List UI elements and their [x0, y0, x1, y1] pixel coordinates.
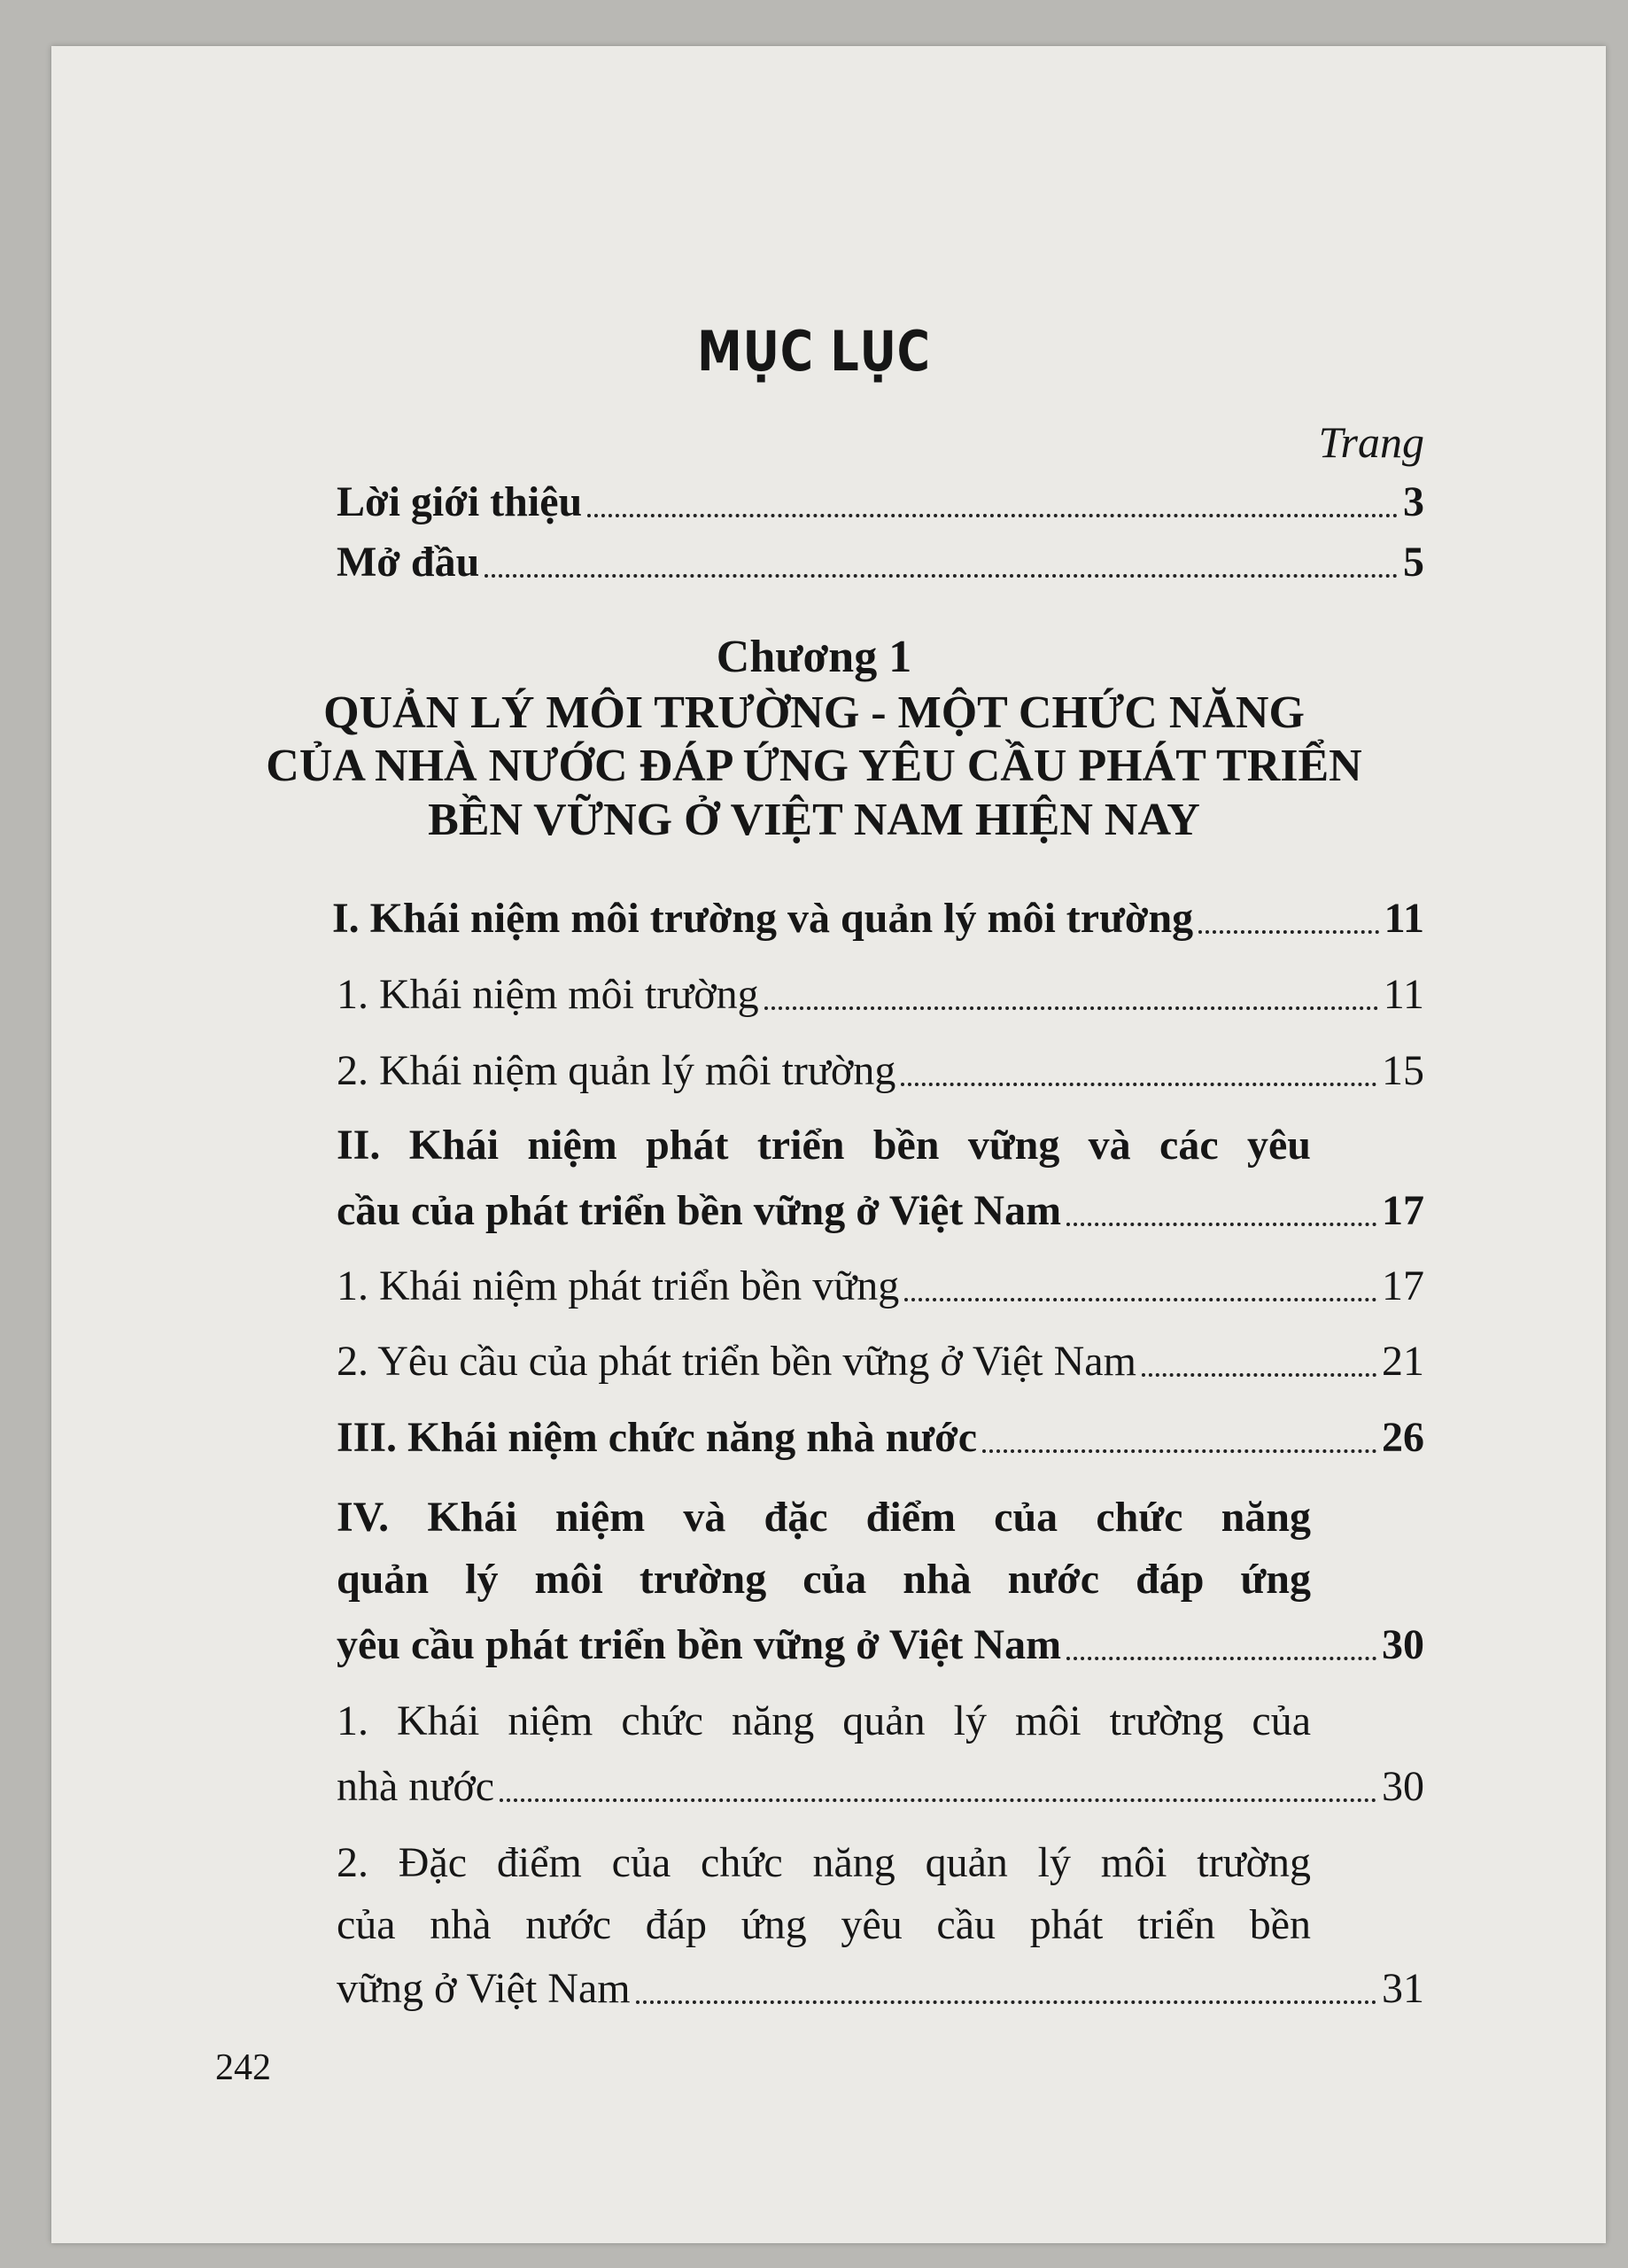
toc-entry-section-2-1[interactable] [337, 1262, 1424, 1310]
toc-entry-page: 26 [1382, 1414, 1424, 1461]
toc-entry-page: 3 [1403, 478, 1424, 525]
toc-entry-text: 1. Khái niệm môi trường [337, 971, 759, 1018]
toc-entry-text: III. Khái niệm chức năng nhà nước [337, 1414, 977, 1461]
toc-entry-text: 2. Yêu cầu của phát triển bền vững ở Việt Nam [337, 1338, 1136, 1385]
chapter-title-line: QUẢN LÝ MÔI TRƯỜNG - MỘT CHỨC NĂNG [323, 687, 1305, 738]
toc-entry-text: vững ở Việt Nam [337, 1965, 631, 2012]
dot-leader [982, 1430, 1376, 1453]
toc-entry-section-4-2-line1: 2. Đặc điểm của chức năng quản lý môi trường [337, 1839, 1311, 1886]
toc-entry-page: 21 [1382, 1338, 1424, 1385]
toc-entry-text: Lời giới thiệu [337, 478, 583, 525]
dot-leader [500, 1779, 1376, 1802]
toc-entry-section-1-1[interactable] [337, 971, 1424, 1019]
dot-leader [1066, 1637, 1376, 1660]
dot-leader [636, 1981, 1376, 2004]
toc-entry-page: 11 [1383, 971, 1424, 1018]
dot-leader [485, 555, 1398, 578]
dot-leader [904, 1278, 1376, 1301]
toc-entry-text: cầu của phát triển bền vững ở Việt Nam [337, 1187, 1062, 1234]
chapter-title-line: BỀN VỮNG Ở VIỆT NAM HIỆN NAY [428, 794, 1200, 845]
toc-entry-section-2-line1: II. Khái niệm phát triển bền vững và các yêu [337, 1122, 1311, 1169]
toc-entry-text: nhà nước [337, 1763, 495, 1810]
page-title: MỤC LỤC [697, 319, 931, 384]
toc-entry-section-4-line2: quản lý môi trường của nhà nước đáp ứng [337, 1556, 1311, 1603]
toc-entry-page: 30 [1382, 1763, 1424, 1810]
toc-entry-text: I. Khái niệm môi trường và quản lý môi trường [332, 895, 1194, 942]
chapter-title-line: CỦA NHÀ NƯỚC ĐÁP ỨNG YÊU CẦU PHÁT TRIỂN [266, 741, 1362, 792]
dot-leader [587, 494, 1398, 517]
toc-entry-text: Mở đầu [337, 539, 480, 586]
toc-entry-page: 11 [1384, 895, 1424, 942]
dot-leader [1142, 1354, 1376, 1377]
toc-entry-section-4-1[interactable] [337, 1763, 1424, 1811]
page-number: 242 [215, 2047, 271, 2088]
toc-entry-preface[interactable] [337, 539, 1424, 586]
toc-entry-page: 31 [1382, 1965, 1424, 2012]
toc-entry-section-3[interactable] [337, 1414, 1424, 1462]
toc-entry-section-4[interactable] [337, 1621, 1424, 1669]
toc-entry-section-4-2-line2: của nhà nước đáp ứng yêu cầu phát triển bền [337, 1901, 1311, 1948]
toc-entry-page: 17 [1382, 1262, 1424, 1309]
toc-entry-intro[interactable] [337, 478, 1424, 526]
page-column-label: Trang [1318, 417, 1424, 467]
dot-leader [764, 987, 1378, 1010]
toc-entry-section-2[interactable] [337, 1187, 1424, 1235]
chapter-number: Chương 1 [716, 632, 912, 682]
toc-entry-text: 1. Khái niệm phát triển bền vững [337, 1262, 900, 1309]
toc-entry-text: 2. Khái niệm quản lý môi trường [337, 1047, 896, 1094]
dot-leader [1066, 1203, 1376, 1226]
chapter-title [0, 687, 1628, 847]
toc-entry-page: 17 [1382, 1187, 1424, 1234]
dot-leader [1198, 911, 1378, 934]
toc-entry-section-4-line1: IV. Khái niệm và đặc điểm của chức năng [337, 1494, 1311, 1541]
toc-entry-page: 5 [1403, 539, 1424, 586]
toc-entry-section-1-2[interactable] [337, 1047, 1424, 1095]
toc-entry-section-4-1-line1: 1. Khái niệm chức năng quản lý môi trường của [337, 1697, 1311, 1744]
toc-entry-page: 15 [1382, 1047, 1424, 1094]
toc-entry-page: 30 [1382, 1621, 1424, 1668]
toc-entry-text: yêu cầu phát triển bền vững ở Việt Nam [337, 1621, 1062, 1668]
toc-entry-section-2-2[interactable] [337, 1338, 1424, 1386]
dot-leader [901, 1063, 1376, 1086]
toc-entry-section-4-2[interactable] [337, 1965, 1424, 2013]
toc-entry-section-1[interactable] [332, 895, 1424, 943]
